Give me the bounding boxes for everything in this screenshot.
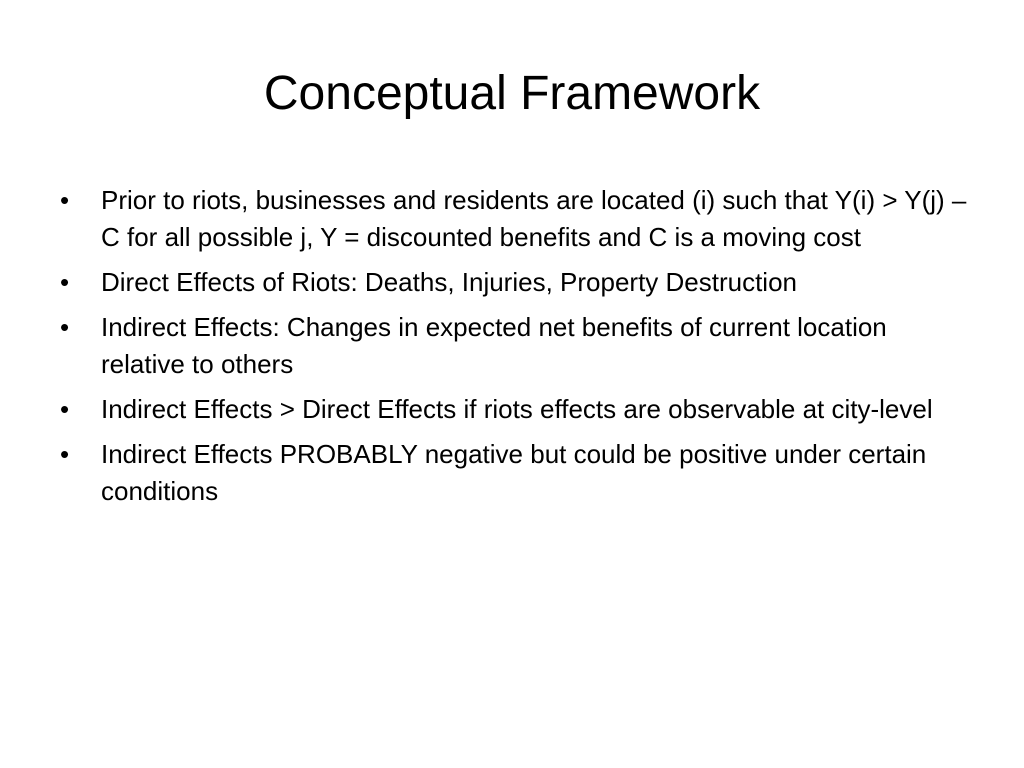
bullet-icon: • [60,439,70,469]
bullet-text: Indirect Effects > Direct Effects if riots effects are observable at city-level [101,394,933,424]
bullet-item [60,182,970,256]
bullet-item [60,391,970,428]
bullet-text: Direct Effects of Riots: Deaths, Injuries, Property Destruction [101,267,798,297]
bullet-text: Prior to riots, businesses and residents are located (i) such that Y(i) > Y(j) – C for all possible j, Y = discounted benefits and C is a moving cost [101,185,967,252]
bullet-icon: • [60,267,70,297]
slide-title: Conceptual Framework [263,67,761,120]
bullet-list [60,182,970,518]
bullet-icon: • [60,394,70,424]
bullet-item [60,436,970,510]
bullet-icon: • [60,312,70,342]
bullet-item [60,309,970,383]
bullet-text: Indirect Effects: Changes in expected net benefits of current location relative to others [101,312,887,379]
bullet-icon: • [60,185,70,215]
bullet-item [60,264,970,301]
bullet-text: Indirect Effects PROBABLY negative but could be positive under certain conditions [101,439,927,506]
